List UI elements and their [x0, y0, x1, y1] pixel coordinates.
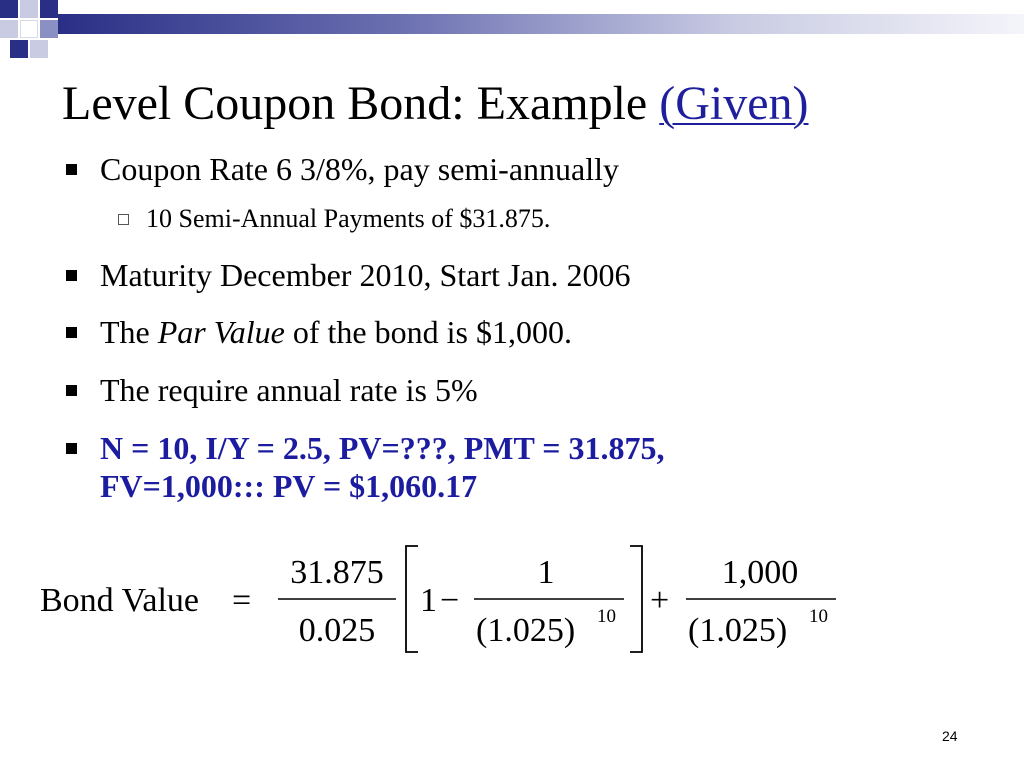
bullet-marker	[66, 164, 77, 175]
bond-value-formula	[0, 540, 1024, 670]
fraction1-denominator: 0.025	[298, 612, 376, 649]
fraction2-exponent: 10	[597, 606, 616, 627]
bullet-marker	[66, 385, 77, 396]
given-link[interactable]: (Given)	[659, 77, 809, 130]
deco-square	[40, 0, 58, 18]
sub-bullet-payments: 10 Semi-Annual Payments of $31.875.	[146, 204, 551, 233]
bullet-marker	[66, 270, 77, 281]
bullet-marker	[66, 443, 77, 454]
bullet-coupon-rate: Coupon Rate 6 3/8%, pay semi-annually	[100, 151, 620, 187]
header-gradient-bar	[58, 14, 1024, 34]
formula-one: 1	[420, 582, 437, 619]
bullet-calculator-inputs	[100, 429, 664, 505]
deco-square	[20, 20, 38, 38]
fraction2-denominator: (1.025)	[476, 612, 576, 649]
page-number: 24	[942, 728, 958, 744]
fraction1-numerator: 31.875	[290, 554, 384, 591]
bullet-par-value	[100, 313, 572, 351]
fraction3-exponent: 10	[809, 606, 828, 627]
left-bracket	[406, 546, 418, 652]
deco-square	[30, 40, 48, 58]
deco-square	[0, 20, 18, 38]
deco-square	[10, 40, 28, 58]
deco-square	[20, 0, 38, 18]
formula-lhs: Bond Value	[40, 582, 199, 619]
slide-title-text: Level Coupon Bond: Example	[62, 77, 660, 130]
deco-square	[40, 20, 58, 38]
par-value-italic: Par Value	[157, 314, 285, 350]
right-bracket	[630, 546, 642, 652]
slide-title	[62, 74, 809, 134]
formula-minus: −	[440, 582, 460, 619]
fraction2-numerator: 1	[537, 554, 555, 591]
calculator-inputs-line1: N = 10, I/Y = 2.5, PV=???, PMT = 31.875,	[100, 430, 665, 466]
par-value-pre: The	[100, 314, 158, 350]
fraction3-denominator: (1.025)	[688, 612, 788, 649]
bullet-marker	[66, 327, 77, 338]
bullet-maturity: Maturity December 2010, Start Jan. 2006	[100, 257, 631, 293]
calculator-inputs-line2: FV=1,000::: PV = $1,060.17	[100, 468, 478, 504]
formula-equals: =	[232, 582, 252, 619]
formula-plus: +	[650, 582, 670, 619]
sub-bullet-marker	[118, 214, 129, 225]
fraction3-numerator: 1,000	[721, 554, 799, 591]
formula-svg	[0, 540, 1024, 670]
bullet-required-rate: The require annual rate is 5%	[100, 372, 478, 408]
deco-square	[0, 0, 18, 18]
par-value-post: of the bond is $1,000.	[284, 314, 572, 350]
